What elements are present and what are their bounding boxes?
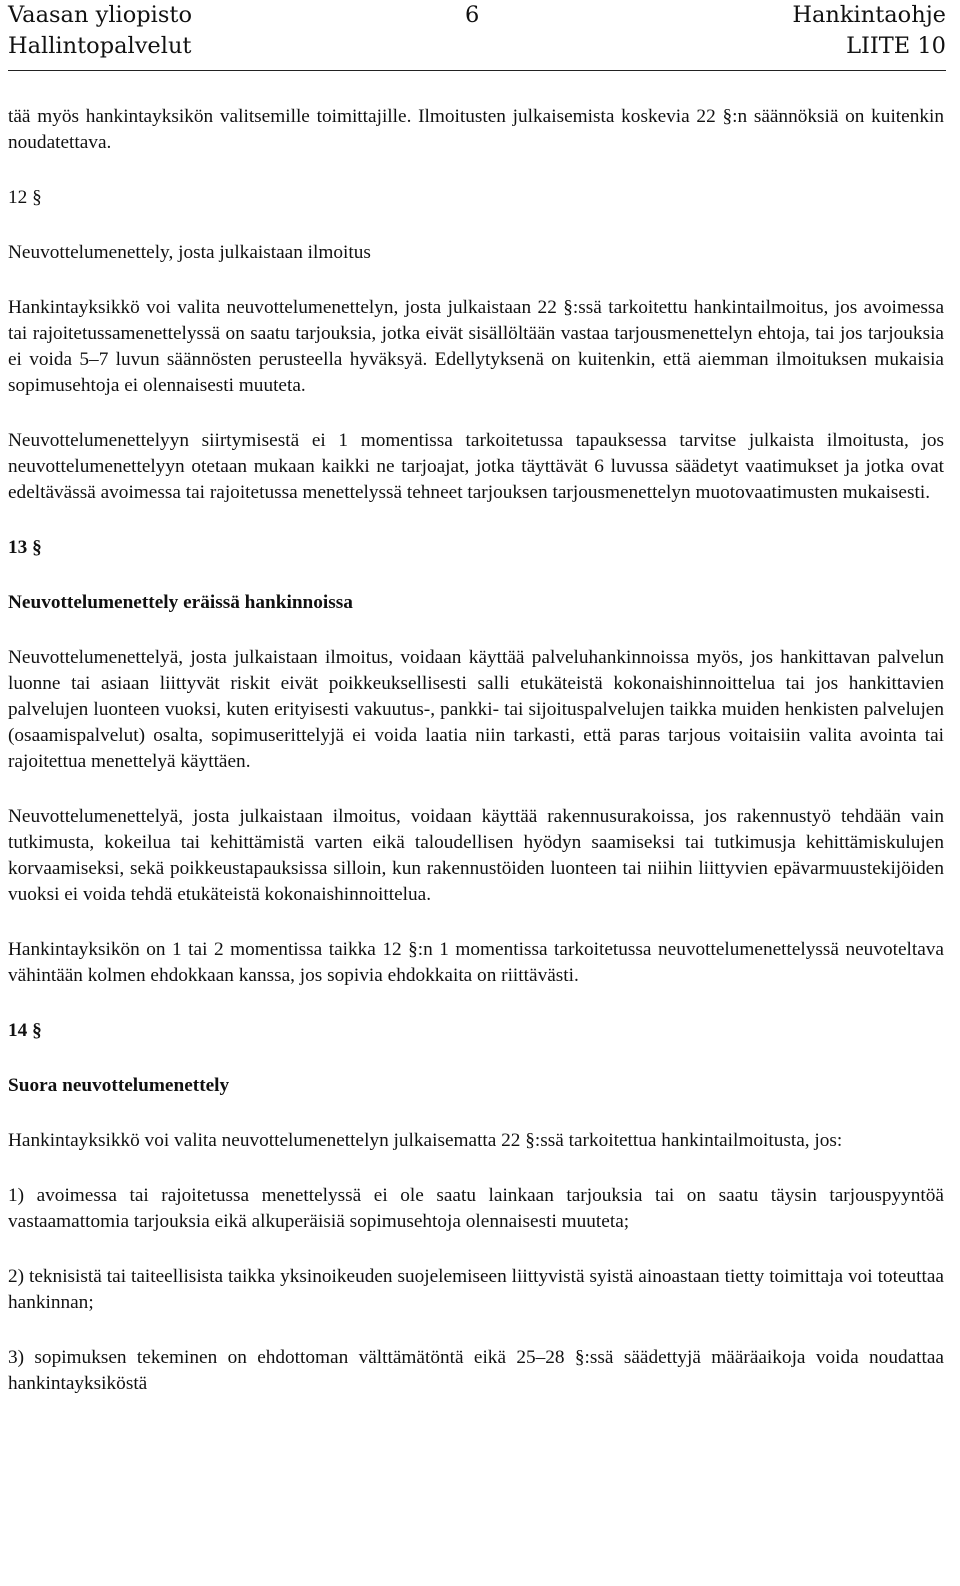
header-appendix: LIITE 10	[846, 33, 946, 59]
section-12	[8, 185, 944, 506]
header-university: Vaasan yliopisto	[8, 2, 192, 28]
list-item: 1) avoimessa tai rajoitetussa menettelyssä ei ole saatu lainkaan tarjouksia tai on saatu täysin tarjouspyyntöä vastaamattomia tarjouksia eikä alkuperäisiä sopimusehtoja olennaisesti muuteta;	[8, 1185, 944, 1232]
header-document-title: Hankintaohje	[792, 2, 946, 28]
header-department: Hallintopalvelut	[8, 33, 192, 59]
section-paragraph: Hankintayksikön on 1 tai 2 momentissa taikka 12 §:n 1 momentissa tarkoitetussa neuvottelumenettelyssä neuvoteltava vähintään kolmen ehdokkaan kanssa, jos sopivia ehdokkaita on riittävästi.	[8, 939, 944, 986]
section-title: Suora neuvottelumenettely	[8, 1075, 230, 1096]
header-divider	[8, 70, 946, 71]
section-paragraph: Neuvottelumenettelyyn siirtymisestä ei 1 momentissa tarkoitetussa tapauksessa tarvitse julkaista ilmoitusta, jos neuvottelumenettelyyn otetaan mukaan kaikki ne tarjoajat, jotka täyttävät 6 luvussa säädetyt vaatimukset ja jotka ovat edeltävässä avoimessa tai rajoitetussa menettelyssä tehneet tarjouksen tarjousmenettelyn muotovaatimusten mukaisesti.	[8, 430, 944, 503]
document-body	[8, 104, 944, 1397]
header-page-number: 6	[465, 2, 480, 28]
section-number: 12 §	[8, 187, 42, 208]
section-paragraph: Neuvottelumenettelyä, josta julkaistaan ilmoitus, voidaan käyttää rakennusurakoissa, jos rakennustyö tehdään vain tutkimusta, kokeilua tai kehittämistä varten eikä taloudellisen hyödyn saamiseksi tai tutkimusja kehittämiskulujen korvaamiseksi, sekä poikkeustapauksissa silloin, kun rakennustöiden luonteen tai niihin liittyvien epävarmuustekijöiden vuoksi ei voida tehdä etukäteistä kokonaishinnoittelua.	[8, 806, 944, 905]
section-paragraph: Hankintayksikkö voi valita neuvottelumenettelyn, josta julkaistaan 22 §:ssä tarkoitettu hankintailmoitus, jos avoimessa tai rajoitetussamenettelyssä on saatu tarjouksia, jotka eivät sisällöltään vastaa tarjousmenettelyn ehtoja, tai jos tarjouksia ei voida 5–7 luvun säännösten perusteella hyväksyä. Edellytyksenä on kuitenkin, että aiemman ilmoituksen mukaisia sopimusehtoja ei olennaisesti muuteta.	[8, 297, 944, 396]
page-header	[8, 0, 946, 62]
section-14	[8, 1018, 944, 1397]
section-paragraph: Hankintayksikkö voi valita neuvottelumenettelyn julkaisematta 22 §:ssä tarkoitettua hankintailmoitusta, jos:	[8, 1130, 843, 1151]
list-item: 2) teknisistä tai taiteellisista taikka yksinoikeuden suojelemiseen liittyvistä syistä ainoastaan tietty toimittaja voi toteuttaa hankinnan;	[8, 1266, 944, 1313]
section-number: 13 §	[8, 537, 42, 558]
section-paragraph: Neuvottelumenettelyä, josta julkaistaan ilmoitus, voidaan käyttää palveluhankinnoissa myös, jos hankittavan palvelun luonne tai asiaan liittyvät riskit eivät poikkeuksellisesti salli etukäteistä kokonaishinnoittelua tai jos hankittavien palvelujen luonteen vuoksi, kuten erityisesti vakuutus-, pankki- tai sijoituspalvelujen taikka muiden henkisten palvelujen (osaamispalvelut) osalta, sopimuserittelyjä ei voida laatia niin tarkasti, että paras tarjous voitaisiin valita avointa tai rajoitettua menettelyä käyttäen.	[8, 647, 944, 772]
intro-paragraph: tää myös hankintayksikön valitsemille toimittajille. Ilmoitusten julkaisemista koskevia 22 §:n säännöksiä on kuitenkin noudatettava.	[8, 106, 944, 153]
section-title: Neuvottelumenettely eräissä hankinnoissa	[8, 592, 353, 613]
section-title: Neuvottelumenettely, josta julkaistaan ilmoitus	[8, 242, 371, 263]
section-13	[8, 535, 944, 989]
list-item: 3) sopimuksen tekeminen on ehdottoman välttämätöntä eikä 25–28 §:ssä säädettyjä määräaikoja voida noudattaa hankintayksiköstä	[8, 1347, 944, 1394]
section-number: 14 §	[8, 1020, 42, 1041]
